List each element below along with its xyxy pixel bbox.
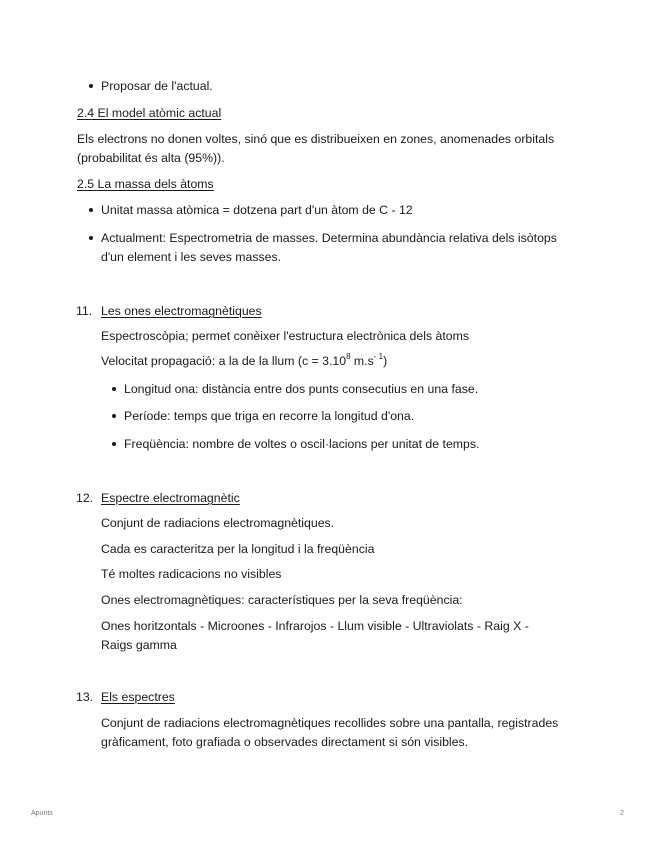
section-heading-2-5: 2.5 La massa dels àtoms [77,177,214,191]
velocity-close: ) [383,354,388,368]
list-item: Unitat massa atòmica = dotzena part d'un àtom de C - 12 [101,203,413,217]
paragraph-line: gràficament, foto grafiada o observades directament si són visibles. [101,735,469,749]
section-heading-11: Les ones electromagnètiques [101,304,262,318]
paragraph-line: Conjunt de radiacions electromagnètiques. [101,516,335,530]
bullet-marker [89,208,93,212]
list-item: Proposar de l'actual. [101,79,213,93]
velocity-unit: m.s [350,354,374,368]
paragraph-line: Conjunt de radiacions electromagnètiques recollides sobre una pantalla, registrades [101,716,559,730]
bullet-marker [89,236,93,240]
footer-label: Apunts [31,810,53,817]
velocity-line [101,352,387,370]
list-item: Actualment: Espectrometria de masses. Determina abundància relativa dels isòtops [101,231,557,245]
exponent-minus-1: - 1 [373,351,384,361]
list-item-continuation: d'un element i les seves masses. [101,250,282,264]
page-number: 2 [620,810,624,817]
list-item: Longitud ona: distància entre dos punts consecutius en una fase. [124,382,479,396]
section-heading-13: Els espectres [101,690,175,704]
section-heading-2-4: 2.4 El model atòmic actual [77,106,222,120]
list-item: Període: temps que triga en recorre la longitud d'ona. [124,409,415,423]
paragraph-line: (probabilitat és alta (95%)). [77,151,225,165]
section-heading-12: Espectre electromagnètic [101,491,240,505]
paragraph-line: Espectroscòpia; permet conèixer l'estructura electrònica dels àtoms [101,329,470,343]
paragraph-line: Ones horitzontals - Microones - Infrarojos - Llum visible - Ultraviolats - Raig X - [101,619,529,633]
paragraph-line: Els electrons no donen voltes, sinó que es distribueixen en zones, anomenades orbitals [77,132,555,146]
velocity-text: Velocitat propagació: a la de la llum (c = 3.10 [101,354,347,368]
bullet-marker [112,442,116,446]
paragraph-line: Té moltes radicacions no visibles [101,567,282,581]
bullet-marker [112,414,116,418]
list-item: Freqüència: nombre de voltes o oscil·lacions per unitat de temps. [124,437,480,451]
section-number-11: 11. [76,304,93,318]
paragraph-line: Cada es caracteritza per la longitud i la freqüència [101,542,375,556]
paragraph-line: Raigs gamma [101,638,177,652]
exponent-8: 8 [346,351,351,361]
section-number-12: 12. [76,491,94,505]
bullet-marker [89,84,93,88]
bullet-marker [112,387,116,391]
section-number-13: 13. [76,690,94,704]
paragraph-line: Ones electromagnètiques: característiques per la seva freqüència: [101,593,463,607]
